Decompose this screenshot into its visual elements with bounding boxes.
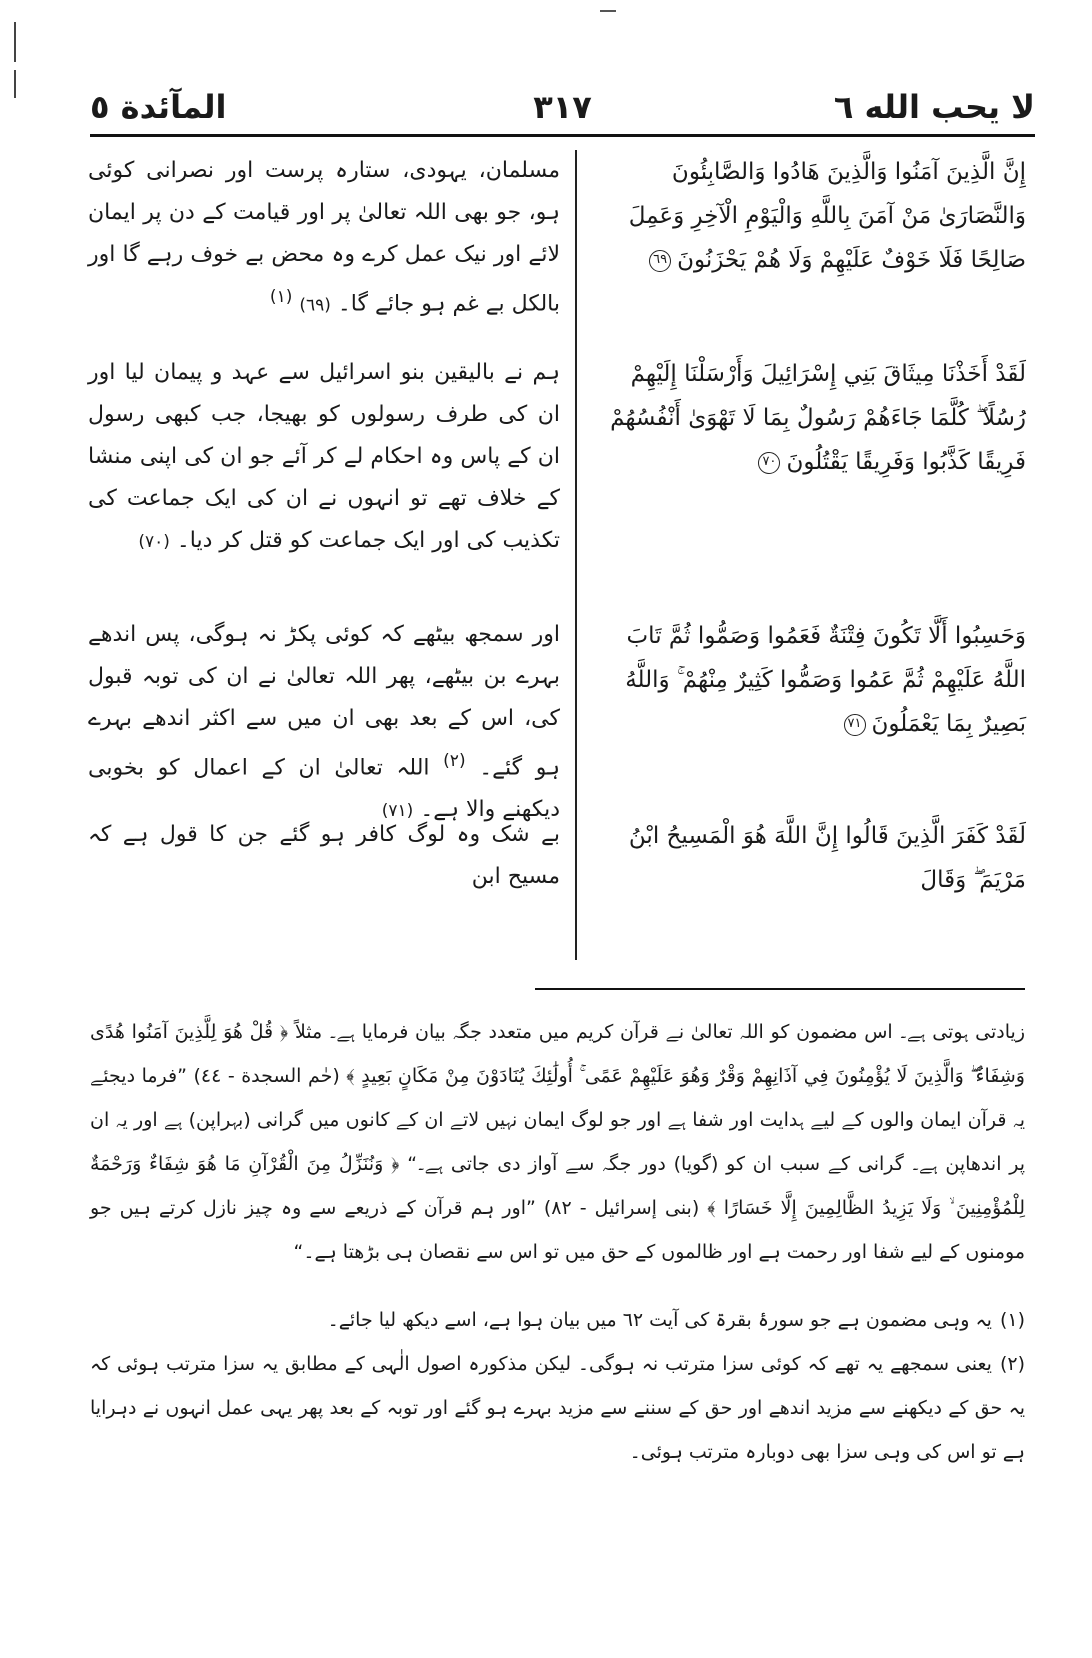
ayah-number-marker: ٧١ (844, 714, 866, 736)
arabic-text: وَحَسِبُوا أَلَّا تَكُونَ فِتْنَةٌ فَعَمُوا وَصَمُّوا ثُمَّ تَابَ اللَّهُ عَلَيْهِمْ ثُمَّ عَمُوا وَصَمُّوا كَثِيرٌ مِنْهُمْ ۚ وَاللَّهُ بَصِيرٌ بِمَا يَعْمَلُونَ (625, 623, 1026, 737)
footnote-1 (90, 1298, 1025, 1342)
footnote-2 (90, 1342, 1025, 1474)
arabic-text: لَقَدْ كَفَرَ الَّذِينَ قَالُوا إِنَّ اللَّهَ هُوَ الْمَسِيحُ ابْنُ مَرْيَمَ ۖ وَقَالَ (628, 823, 1026, 893)
page-number: ٣١٧ (533, 88, 592, 126)
urdu-translation (88, 814, 560, 898)
footnote-text: یہ وہی مضمون ہے جو سورۂ بقرۃ کی آیت ٦٢ میں بیان ہوا ہے، اسے دیکھ لیا جائے۔ (327, 1309, 992, 1331)
verse-reference: (٧٠) (138, 532, 170, 552)
footnote-reference: (٢) (443, 751, 466, 771)
margin-mark (14, 22, 16, 62)
arabic-verse (596, 814, 1026, 902)
translation-text: مسلمان، یہودی، ستارہ پرست اور نصرانی کوئی ہو، جو بھی اللہ تعالیٰ پر اور قیامت کے دن پر ایمان لائے اور نیک عمل کرے وہ محض بے خوف رہے گا اور بالکل بے غم ہو جائے گا۔ (88, 158, 560, 317)
footnote-continuation: زیادتی ہوتی ہے۔ اس مضمون کو اللہ تعالیٰ نے قرآن کریم میں متعدد جگہ بیان فرمایا ہے۔ مثلاً ﴿ قُلْ هُوَ لِلَّذِينَ آمَنُوا هُدًى وَشِفَاءٌ ۖ وَالَّذِينَ لَا يُؤْمِنُونَ فِي آذَانِهِمْ وَقْرٌ وَهُوَ عَلَيْهِمْ عَمًى ۚ أُولَٰئِكَ يُنَادَوْنَ مِنْ مَكَانٍ بَعِيدٍ ﴾ (حٰم السجدة - ٤٤) ”فرما دیجئے یہ قرآن ایمان والوں کے لیے ہدایت اور شفا ہے اور جو لوگ ایمان نہیں لاتے ان کے کانوں میں گرانی (بہراپن) ہے اور یہ ان پر اندھاپن ہے۔ گرانی کے سبب ان کو (گویا) دور جگہ سے آواز دی جاتی ہے۔“ ﴿ وَنُنَزِّلُ مِنَ الْقُرْآنِ مَا هُوَ شِفَاءٌ وَرَحْمَةٌ لِلْمُؤْمِنِينَ ۙ وَلَا يَزِيدُ الظَّالِمِينَ إِلَّا خَسَارًا ﴾ (بنی إسرائیل - ٨٢) ”اور ہم قرآن کے ذریعے سے وہ چیز نازل کرتے ہیں جو مومنوں کے لیے شفا اور رحمت ہے اور ظالموں کے حق میں تو اس سے نقصان ہی بڑھتا ہے۔“ (90, 1021, 1025, 1263)
urdu-translation (88, 150, 560, 326)
translation-text: بے شک وہ لوگ کافر ہو گئے جن کا قول ہے کہ مسیح ابن (88, 822, 560, 889)
footnote-label: (٢) (999, 1353, 1025, 1375)
top-tick-mark (600, 10, 616, 12)
ayah-number-marker: ٦٩ (649, 250, 671, 272)
translation-text: اور سمجھ بیٹھے کہ کوئی پکڑ نہ ہوگی، پس اندھے بہرے بن بیٹھے، پھر اللہ تعالیٰ نے ان کی توبہ قبول کی، اس کے بعد بھی ان میں سے اکثر اندھے بہرے ہو گئے۔ (88, 622, 560, 781)
translation-text: ہم نے بالیقین بنو اسرائیل سے عہد و پیمان لیا اور ان کی طرف رسولوں کو بھیجا، جب کبھی رسول ان کے پاس وہ احکام لے کر آئے جو ان کی اپنی منشا کے خلاف تھے تو انہوں نے ان کی ایک جماعت کی تکذیب کی اور ایک جماعت کو قتل کر دیا۔ (88, 360, 560, 553)
urdu-translation (88, 614, 560, 832)
column-divider (575, 150, 577, 960)
arabic-text: إِنَّ الَّذِينَ آمَنُوا وَالَّذِينَ هَادُوا وَالصَّابِئُونَ وَالنَّصَارَىٰ مَنْ آمَنَ بِاللَّهِ وَالْيَوْمِ الْآخِرِ وَعَمِلَ صَالِحًا فَلَا خَوْفٌ عَلَيْهِمْ وَلَا هُمْ يَحْزَنُونَ (628, 159, 1026, 273)
arabic-verse (596, 614, 1026, 746)
arabic-verse (596, 150, 1026, 282)
ayah-number-marker: ٧٠ (758, 452, 780, 474)
footnote-rule (535, 988, 1025, 990)
footnote-label: (١) (999, 1309, 1025, 1331)
footnote-text: یعنی سمجھے یہ تھے کہ کوئی سزا مترتب نہ ہوگی۔ لیکن مذکورہ اصول الٰہی کے مطابق یہ سزا مترتب ہوئی کہ یہ حق کے دیکھنے سے مزید اندھے اور حق کے سننے سے مزید بہرے ہو گئے اور توبہ کے بعد پھر یہی عمل انہوں نے دہرایا ہے تو اس کی وہی سزا بھی دوبارہ مترتب ہوئی۔ (90, 1353, 1025, 1463)
margin-mark (14, 70, 16, 98)
surah-name: المآئدة ٥ (90, 88, 227, 126)
urdu-translation (88, 352, 560, 563)
arabic-text: لَقَدْ أَخَذْنَا مِيثَاقَ بَنِي إِسْرَائِيلَ وَأَرْسَلْنَا إِلَيْهِمْ رُسُلًا ۖ كُلَّمَا جَاءَهُمْ رَسُولٌ بِمَا لَا تَهْوَىٰ أَنْفُسُهُمْ فَرِيقًا كَذَّبُوا وَفَرِيقًا يَقْتُلُونَ (610, 361, 1026, 475)
verse-reference: (٦٩) (299, 295, 331, 316)
juz-name: لا يحب الله ٦ (833, 88, 1035, 126)
translation-text: اللہ تعالیٰ ان کے اعمال کو بخوبی دیکھنے والا ہے۔ (88, 755, 560, 823)
footnote-reference: (١) (269, 287, 293, 307)
arabic-verse (596, 352, 1026, 484)
running-header (90, 84, 1035, 134)
header-rule (90, 134, 1035, 137)
verse-reference: (٧١) (381, 801, 414, 822)
